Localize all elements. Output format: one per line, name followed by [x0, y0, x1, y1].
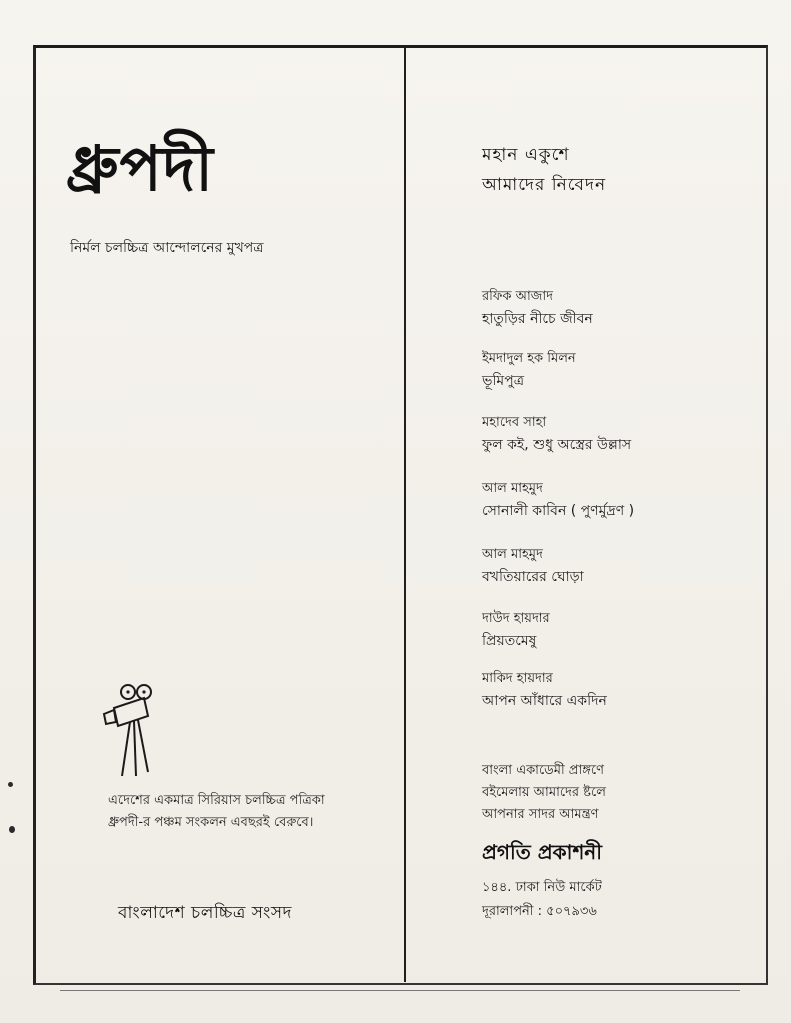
heading-line: মহান একুশে: [482, 145, 570, 165]
publisher-phone: দূরালাপনী : ৫০৭৯৩৬: [482, 904, 597, 919]
ad-heading: [482, 140, 606, 200]
scan-speck: [9, 826, 15, 833]
book-author: আল মাহমুদ: [482, 481, 543, 496]
publisher-address: ১৪৪. ঢাকা নিউ মার্কেট: [482, 880, 602, 895]
book-author: মহাদেব সাহা: [482, 415, 547, 430]
book-title: বখতিয়ারের ঘোড়া: [482, 569, 584, 585]
book-title: ফুল কই, শুধু অস্ত্রের উল্লাস: [482, 437, 632, 453]
book-entry: [482, 668, 607, 712]
book-title: হাতুড়ির নীচে জীবন: [482, 311, 593, 327]
book-author: মাকিদ হায়দার: [482, 671, 553, 686]
heading-line: আমাদের নিবেদন: [482, 175, 607, 195]
book-author: আল মাহমুদ: [482, 547, 543, 562]
book-author: রফিক আজাদ: [482, 289, 553, 304]
notice-line: এদেশের একমাত্র সিরিয়াস চলচ্চিত্র পত্রিকা: [108, 793, 325, 808]
film-camera-icon: [100, 682, 156, 780]
scan-speck: [8, 782, 13, 787]
book-entry: [482, 478, 634, 522]
book-entry: [482, 412, 631, 456]
book-author: দাউদ হায়দার: [482, 611, 550, 626]
magazine-tagline: নির্মল চলচ্চিত্র আন্দোলনের মুখপত্র: [70, 240, 264, 256]
notice-line: ধ্রুপদী-র পঞ্চম সংকলন এবছরই বেরুবে।: [108, 815, 314, 830]
invite-line: বাংলা একাডেমী প্রাঙ্গণে: [482, 763, 604, 778]
book-entry: [482, 608, 550, 652]
publisher-name: প্রগতি প্রকাশনী: [482, 840, 602, 864]
bottom-rule: [60, 990, 740, 991]
film-society-name: বাংলাদেশ চলচ্চিত্র সংসদ: [118, 903, 292, 923]
book-author: ইমদাদুল হক মিলন: [482, 351, 576, 366]
book-title: প্রিয়তমেষু: [482, 633, 537, 649]
book-entry: [482, 286, 593, 330]
book-entry: [482, 544, 584, 588]
invite-line: বইমেলায় আমাদের ষ্টলে: [482, 785, 606, 800]
book-entry: [482, 348, 576, 392]
magazine-logo: ধ্রুপদী: [66, 132, 215, 205]
book-title: ভূমিপুত্র: [482, 373, 524, 389]
notice-text: [108, 790, 325, 834]
book-title: আপন আঁধারে একদিন: [482, 693, 607, 709]
book-fair-invitation: [482, 760, 606, 826]
invite-line: আপনার সাদর আমন্ত্রণ: [482, 807, 599, 822]
column-divider: [404, 47, 406, 982]
publisher-contact: [482, 876, 602, 924]
book-title: সোনালী কাবিন ( পুণর্মুদ্রণ ): [482, 503, 635, 519]
